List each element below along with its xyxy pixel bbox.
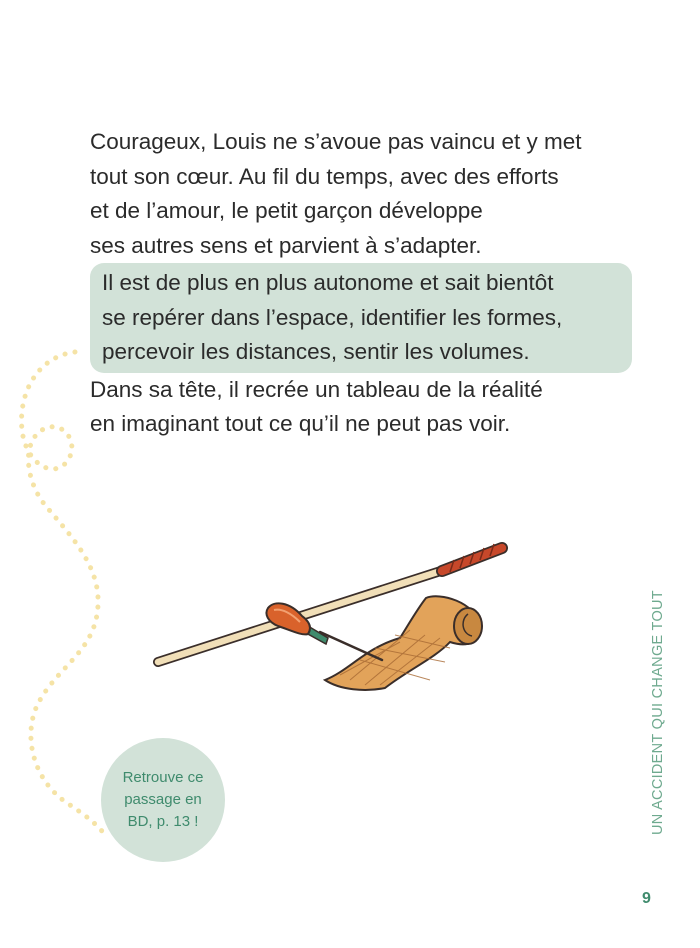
callout-line: BD, p. 13 ! (127, 813, 199, 830)
text-line: percevoir les distances, sentir les volumes. (102, 339, 530, 364)
text-line: Dans sa tête, il recrée un tableau de la réalité (90, 376, 543, 402)
text-line: en imaginant tout ce qu’il ne peut pas voir. (90, 411, 511, 436)
tools-illustration (150, 530, 520, 710)
text-line: se repérer dans l’espace, identifier les formes, (102, 304, 563, 330)
callout-line: passage en (124, 791, 202, 808)
chapter-side-title: UN ACCIDENT QUI CHANGE TOUT (650, 590, 666, 835)
highlighted-paragraph (90, 263, 632, 373)
page-number: 9 (642, 890, 651, 907)
comic-reference-callout (101, 738, 225, 862)
body-text (90, 125, 620, 442)
text-line: et de l’amour, le petit garçon développe (90, 198, 483, 223)
callout-text (113, 767, 213, 833)
text-line: Il est de plus en plus autonome et sait bientôt (102, 270, 554, 295)
text-line: tout son cœur. Au fil du temps, avec des efforts (90, 163, 559, 189)
text-line: Courageux, Louis ne s’avoue pas vaincu et y met (90, 129, 582, 154)
callout-line: Retrouve ce (122, 769, 204, 786)
paragraph-3 (90, 373, 620, 442)
leather-roll-icon (325, 596, 482, 690)
text-line: ses autres sens et parvient à s’adapter. (90, 232, 482, 258)
paragraph-1 (90, 125, 620, 263)
